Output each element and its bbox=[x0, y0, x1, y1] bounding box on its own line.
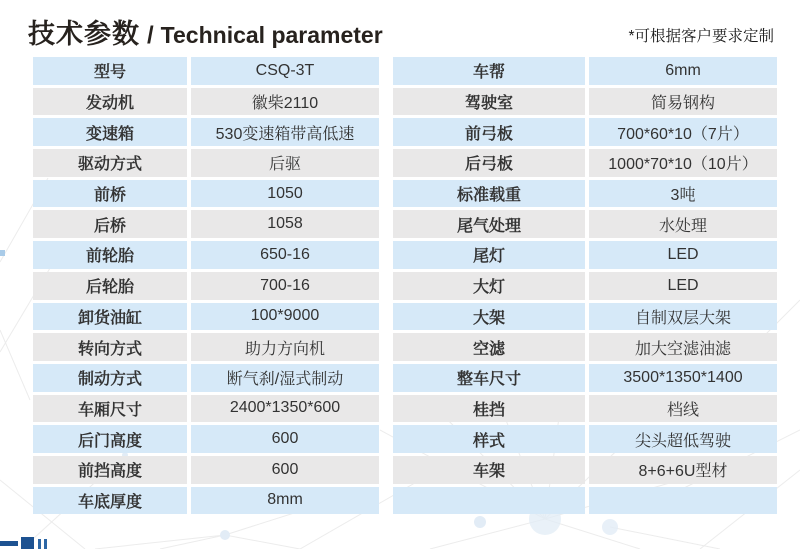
spec-value: 加大空滤油滤 bbox=[589, 333, 777, 361]
spec-label: 驱动方式 bbox=[33, 149, 187, 177]
spec-value: 600 bbox=[191, 425, 379, 453]
table-row bbox=[33, 241, 379, 269]
spec-value: 简易钢构 bbox=[589, 88, 777, 116]
page-title bbox=[28, 12, 383, 51]
spec-value: 2400*1350*600 bbox=[191, 395, 379, 423]
spec-label: 型号 bbox=[33, 57, 187, 85]
spec-label: 桂挡 bbox=[393, 395, 585, 423]
left-spec-table bbox=[33, 57, 379, 517]
table-row bbox=[33, 333, 379, 361]
table-row bbox=[393, 303, 777, 331]
title-english: Technical parameter bbox=[160, 22, 383, 48]
table-row bbox=[393, 180, 777, 208]
table-row bbox=[393, 456, 777, 484]
table-row bbox=[33, 88, 379, 116]
spec-value: 530变速箱带高低速 bbox=[191, 118, 379, 146]
spec-label: 空滤 bbox=[393, 333, 585, 361]
spec-label: 驾驶室 bbox=[393, 88, 585, 116]
spec-label: 车帮 bbox=[393, 57, 585, 85]
table-row bbox=[393, 272, 777, 300]
spec-label: 转向方式 bbox=[33, 333, 187, 361]
table-row bbox=[33, 395, 379, 423]
table-row bbox=[33, 364, 379, 392]
spec-value: 100*9000 bbox=[191, 303, 379, 331]
right-spec-table bbox=[393, 57, 777, 517]
spec-value: 650-16 bbox=[191, 241, 379, 269]
title-separator: / bbox=[147, 22, 154, 49]
table-row bbox=[33, 425, 379, 453]
table-row bbox=[33, 180, 379, 208]
table-row bbox=[393, 57, 777, 85]
table-row bbox=[33, 303, 379, 331]
spec-value: 8mm bbox=[191, 487, 379, 515]
spec-value: 3吨 bbox=[589, 180, 777, 208]
table-row bbox=[393, 395, 777, 423]
spec-label: 样式 bbox=[393, 425, 585, 453]
table-row bbox=[393, 210, 777, 238]
table-row bbox=[33, 456, 379, 484]
spec-label: 标准载重 bbox=[393, 180, 585, 208]
spec-value: 后驱 bbox=[191, 149, 379, 177]
spec-label: 前轮胎 bbox=[33, 241, 187, 269]
spec-label: 大架 bbox=[393, 303, 585, 331]
spec-label: 卸货油缸 bbox=[33, 303, 187, 331]
spec-value: 断气刹/湿式制动 bbox=[191, 364, 379, 392]
table-row bbox=[393, 118, 777, 146]
spec-label: 尾灯 bbox=[393, 241, 585, 269]
spec-value: 1058 bbox=[191, 210, 379, 238]
table-row bbox=[33, 149, 379, 177]
spec-value: 700*60*10（7片） bbox=[589, 118, 777, 146]
spec-value: 助力方向机 bbox=[191, 333, 379, 361]
spec-value: 徽柴2110 bbox=[191, 88, 379, 116]
table-row bbox=[393, 364, 777, 392]
spec-label: 车底厚度 bbox=[33, 487, 187, 515]
table-row bbox=[33, 487, 379, 515]
spec-value: 尖头超低驾驶 bbox=[589, 425, 777, 453]
spec-label: 后轮胎 bbox=[33, 272, 187, 300]
table-row bbox=[393, 333, 777, 361]
spec-value: CSQ-3T bbox=[191, 57, 379, 85]
spec-label: 变速箱 bbox=[33, 118, 187, 146]
spec-value: 1000*70*10（10片） bbox=[589, 149, 777, 177]
spec-value: 1050 bbox=[191, 180, 379, 208]
spec-label: 后弓板 bbox=[393, 149, 585, 177]
table-row bbox=[33, 210, 379, 238]
spec-value: LED bbox=[589, 272, 777, 300]
table-row bbox=[33, 118, 379, 146]
table-row bbox=[33, 57, 379, 85]
spec-label: 制动方式 bbox=[33, 364, 187, 392]
spec-label: 后桥 bbox=[33, 210, 187, 238]
table-row bbox=[393, 425, 777, 453]
spec-value: 自制双层大架 bbox=[589, 303, 777, 331]
spec-label bbox=[393, 487, 585, 515]
table-row bbox=[393, 241, 777, 269]
spec-label: 车厢尺寸 bbox=[33, 395, 187, 423]
spec-label: 前弓板 bbox=[393, 118, 585, 146]
table-row bbox=[393, 149, 777, 177]
spec-value: 700-16 bbox=[191, 272, 379, 300]
spec-label: 大灯 bbox=[393, 272, 585, 300]
spec-value: 3500*1350*1400 bbox=[589, 364, 777, 392]
table-row bbox=[393, 88, 777, 116]
spec-value: 水处理 bbox=[589, 210, 777, 238]
table-row bbox=[33, 272, 379, 300]
spec-label: 发动机 bbox=[33, 88, 187, 116]
spec-value: 600 bbox=[191, 456, 379, 484]
table-row-empty bbox=[393, 487, 777, 515]
spec-value: 档线 bbox=[589, 395, 777, 423]
spec-label: 车架 bbox=[393, 456, 585, 484]
spec-label: 前桥 bbox=[33, 180, 187, 208]
spec-value: 8+6+6U型材 bbox=[589, 456, 777, 484]
spec-label: 尾气处理 bbox=[393, 210, 585, 238]
spec-label: 前挡高度 bbox=[33, 456, 187, 484]
spec-label: 后门高度 bbox=[33, 425, 187, 453]
spec-value bbox=[589, 487, 777, 515]
spec-value: LED bbox=[589, 241, 777, 269]
spec-value: 6mm bbox=[589, 57, 777, 85]
spec-label: 整车尺寸 bbox=[393, 364, 585, 392]
title-chinese: 技术参数 bbox=[28, 19, 140, 49]
customization-note: *可根据客户要求定制 bbox=[628, 28, 774, 45]
watermark-logo-fragment bbox=[0, 536, 50, 549]
